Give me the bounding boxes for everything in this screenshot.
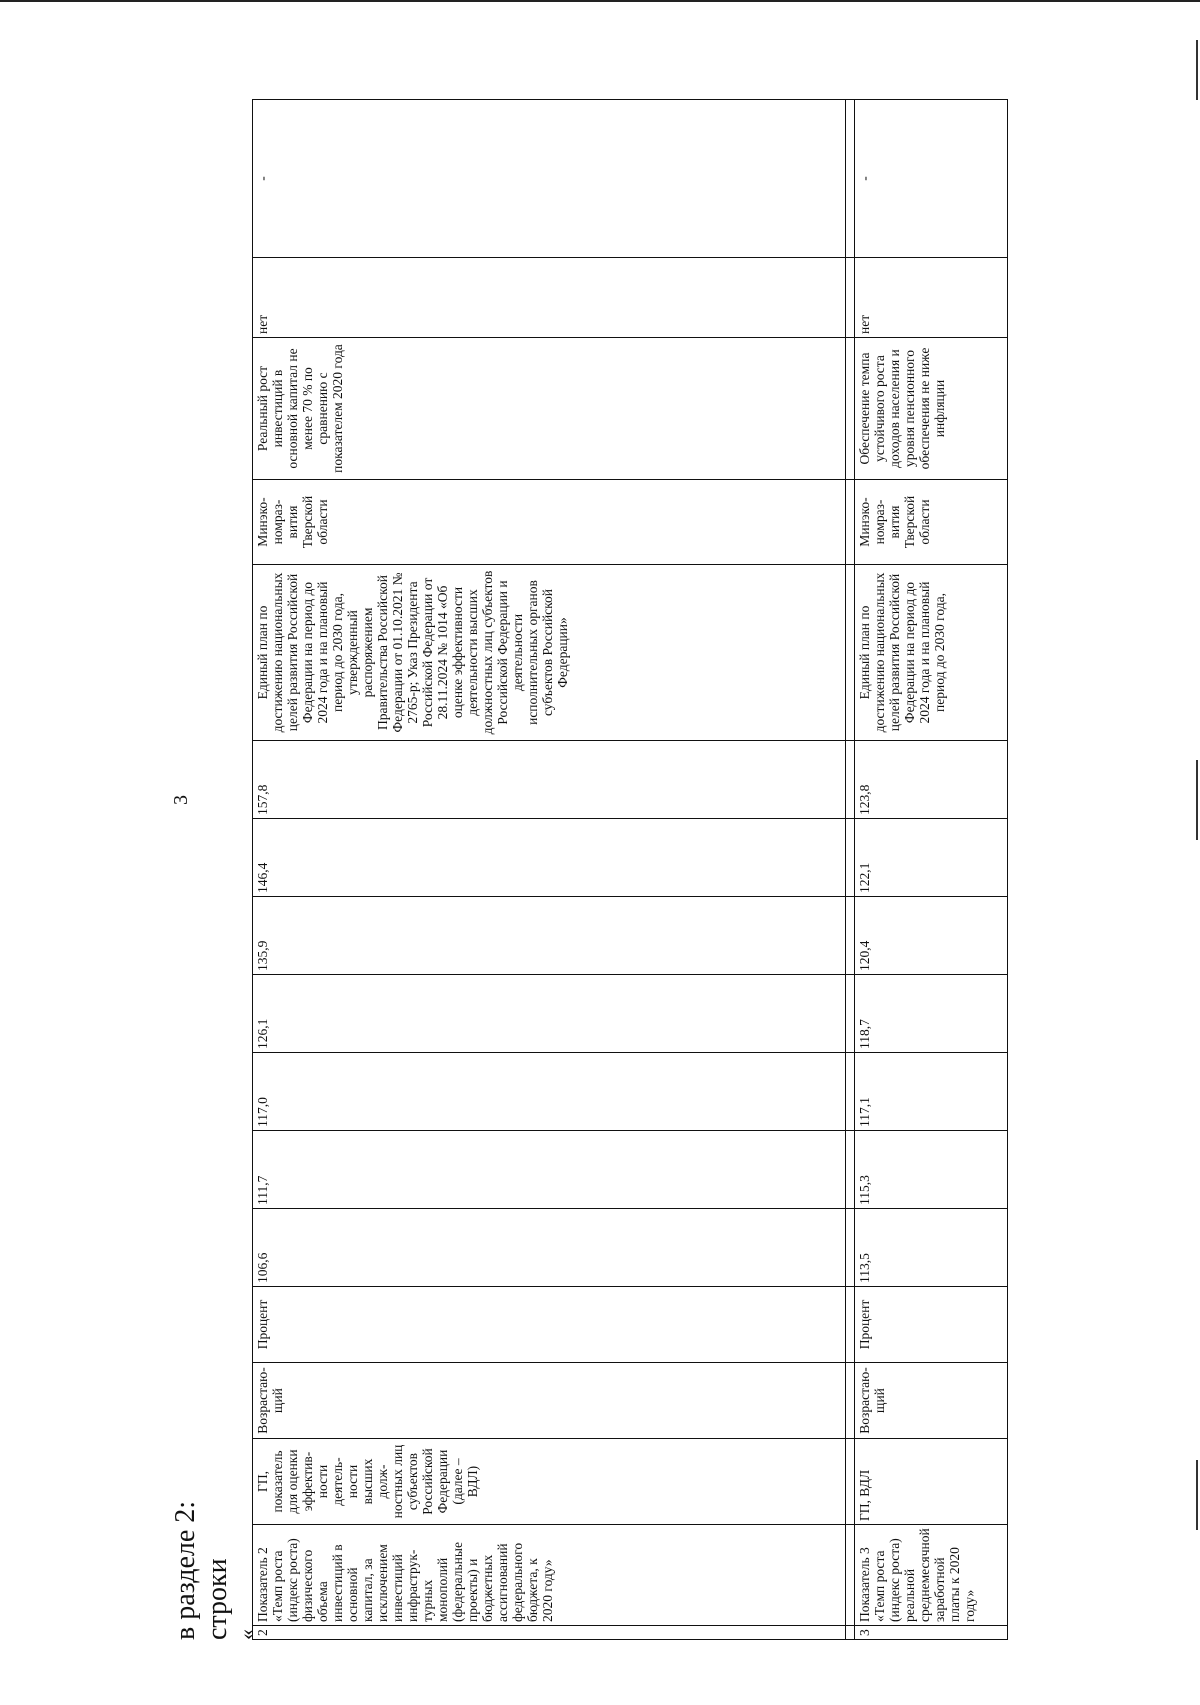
last-cell: - [253, 100, 846, 258]
value-cell: 157,8 [253, 741, 846, 819]
gap-cell [846, 1053, 855, 1131]
gap-cell [846, 1131, 855, 1209]
scan-edge-mark [1196, 1460, 1198, 1530]
linked-goal: Обеспечение темпа устойчивого роста доходов населения и уровня пенсионного обеспечения не ниже инфляции [855, 338, 1008, 480]
row-number: 2 [253, 1626, 846, 1640]
value-cell: 126,1 [253, 975, 846, 1053]
gap-cell [846, 1287, 855, 1363]
rotated-page-content [170, 120, 1090, 1640]
gap-cell [846, 1626, 855, 1640]
value-cell: 122,1 [855, 819, 1008, 897]
indicator-name: Показатель 2 «Темп роста (индекс роста) физического объема инвестиций в основной капитал, за исключением инвестиций инфраструк- турных монополий (федеральные проекты) и бюджетных ассигнований федерального бюджета, к 2020 году» [253, 1525, 846, 1626]
linked-goal: Реальный рост инвестиций в основной капитал не менее 70 % по сравнению с показателем 2020 года [253, 338, 846, 480]
heading-line-1: в разделе 2: [170, 1500, 201, 1640]
gap-cell [846, 1363, 855, 1439]
open-quote: « [234, 1629, 259, 1640]
table-row-gap [846, 100, 855, 1640]
indicators-table [252, 99, 1008, 1640]
section-heading [170, 1501, 234, 1640]
indicator-unit: Процент [855, 1287, 1008, 1363]
page-number: 3 [170, 795, 192, 805]
scan-top-edge [0, 0, 1200, 2]
gap-cell [846, 338, 855, 480]
basis-document: Единый план по достижению национальных целей развития Российской Федерации на период до 2024 года и на плановый период до 2030 года, утвержденный распоряжением Правительства Российской Федерации от 01.10.2021 № 2765-р; Указ Президента Российской Федерации от 28.11.2024 № 1014 «Об оценке эффективности деятельности высших должностных лиц субъектов Российской Федерации и деятельности исполнительных органов субъектов Российской Федерации» [253, 565, 846, 741]
gap-cell [846, 1209, 855, 1287]
value-cell: 117,1 [855, 1053, 1008, 1131]
value-cell: 117,0 [253, 1053, 846, 1131]
gap-cell [846, 100, 855, 258]
gap-cell [846, 819, 855, 897]
flag-cell: нет [855, 258, 1008, 338]
responsible-body: Минэко- номраз- вития Тверской области [855, 480, 1008, 565]
gap-cell [846, 1439, 855, 1525]
gap-cell [846, 480, 855, 565]
gap-cell [846, 897, 855, 975]
basis-document: Единый план по достижению национальных целей развития Российской Федерации на период до 2024 года и на плановый период до 2030 года, [855, 565, 1008, 741]
indicator-trend: Возрастаю- щий [253, 1363, 846, 1439]
gap-cell [846, 258, 855, 338]
gap-cell [846, 565, 855, 741]
indicator-trend: Возрастаю- щий [855, 1363, 1008, 1439]
value-cell: 123,8 [855, 741, 1008, 819]
indicator-unit: Процент [253, 1287, 846, 1363]
last-cell: - [855, 100, 1008, 258]
scan-edge-mark [1196, 40, 1198, 100]
value-cell: 106,6 [253, 1209, 846, 1287]
value-cell: 111,7 [253, 1131, 846, 1209]
value-cell: 135,9 [253, 897, 846, 975]
value-cell: 113,5 [855, 1209, 1008, 1287]
indicator-level: ГП, показатель для оценки эффектив- ности деятель- ности высших долж- ностных лиц субъектов Российской Федерации (далее – ВДЛ) [253, 1439, 846, 1525]
scan-edge-mark [1196, 760, 1198, 840]
value-cell: 146,4 [253, 819, 846, 897]
flag-cell: нет [253, 258, 846, 338]
responsible-body: Минэко- номраз- вития Тверской области [253, 480, 846, 565]
gap-cell [846, 975, 855, 1053]
indicator-name: Показатель 3 «Темп роста (индекс роста) реальной среднемесячной заработной платы к 2020 году» [855, 1525, 1008, 1626]
row-number: 3 [855, 1626, 1008, 1640]
table-row [855, 100, 1008, 1640]
indicator-level: ГП, ВДЛ [855, 1439, 1008, 1525]
table-row [253, 100, 846, 1640]
heading-line-2: строки [202, 1558, 233, 1640]
value-cell: 115,3 [855, 1131, 1008, 1209]
gap-cell [846, 741, 855, 819]
gap-cell [846, 1525, 855, 1626]
value-cell: 120,4 [855, 897, 1008, 975]
value-cell: 118,7 [855, 975, 1008, 1053]
